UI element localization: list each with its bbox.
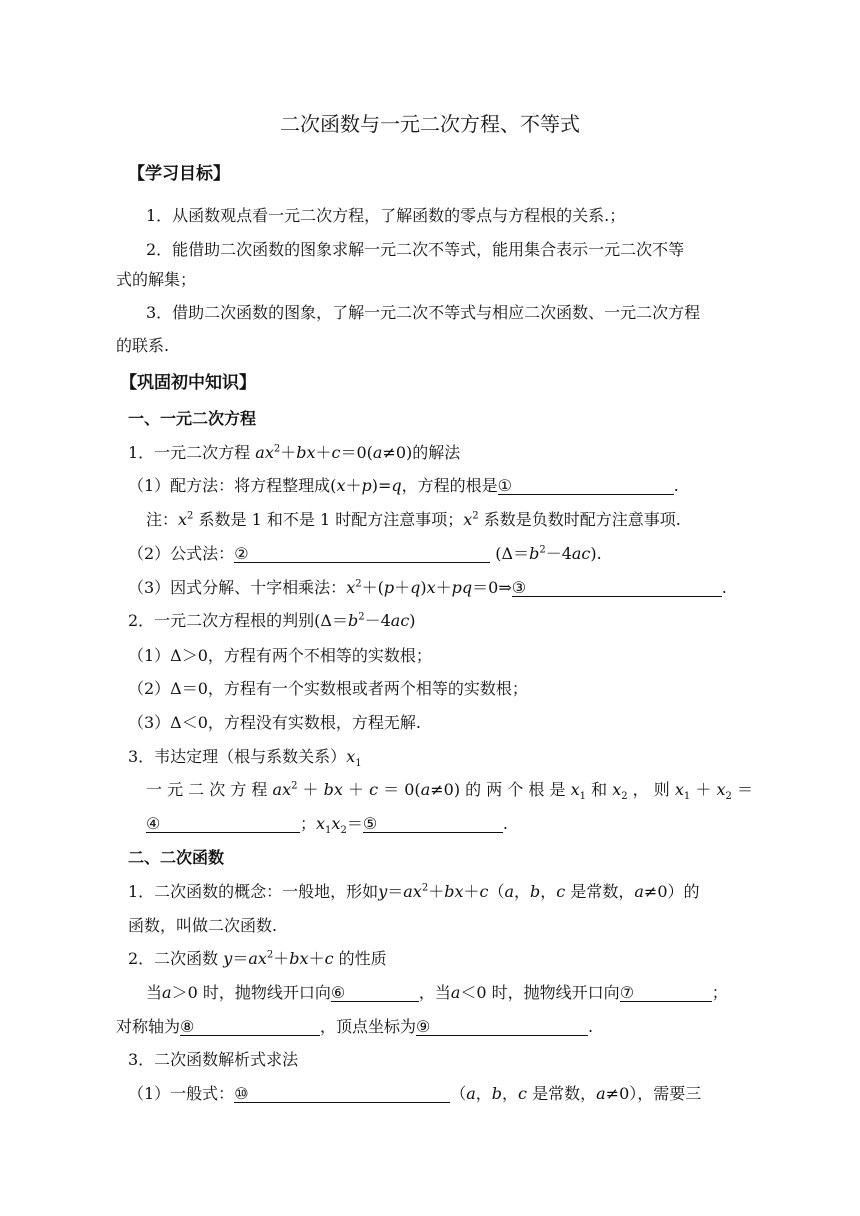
goals-header: 【学习目标】	[128, 164, 230, 184]
axis-b: ，顶点坐标为	[320, 1017, 417, 1036]
blank-3[interactable]: ③	[512, 578, 722, 597]
s2-item3: 3．二次函数解析式求法	[128, 1050, 299, 1069]
general-form: （1）一般式：⑩ （a，b，c 是常数，a≠0），需要三	[128, 1084, 702, 1103]
gen-d: ），需要三	[629, 1084, 702, 1103]
s2-item1-a: 1．二次函数的概念：一般地，形如	[128, 882, 379, 901]
open-a: 当	[146, 983, 163, 1002]
method-1-b: )=	[371, 476, 392, 495]
axis-a: 对称轴为	[116, 1017, 181, 1036]
s1-item1: 1．一元二次方程 $ax^2+bx+c=0(a\ne 0)$的解法	[128, 443, 461, 462]
gen-a: （1）一般式：	[128, 1084, 235, 1103]
s2-item1: 1．二次函数的概念：一般地，形如$y=ax^2+bx+c(a$，b，c 是常数，a≠0）的	[128, 882, 700, 901]
vieta-then: ， 则	[627, 780, 675, 799]
discriminant-3: （3）Δ＜0，方程没有实数根，方程无解.	[128, 713, 422, 732]
section-2-heading: 二、二次函数	[128, 848, 225, 867]
s2-item1-cont: 函数，叫做二次函数.	[128, 916, 278, 935]
blank-4[interactable]: ④	[146, 814, 300, 833]
method-3: （3）因式分解、十字相乘法：$x^2+(p+q)x+pq=0\Rightarrow ③$ .	[128, 578, 727, 597]
method-1-note: 注：$x^2$ 系数是 1 和不是 1 时配方注意事项；$x^2$ 系数是负数时配方注意事项.	[146, 510, 681, 529]
gen-b: （	[450, 1084, 467, 1103]
method-3-label: （3）因式分解、十字相乘法：	[128, 578, 347, 597]
method-2: （2）公式法：② $(\Delta=b^2-4ac)$.	[128, 544, 602, 563]
page-title: 二次函数与一元二次方程、不等式	[280, 112, 580, 136]
vieta-a: 一 元 二 次 方 程	[146, 780, 273, 799]
blank-2[interactable]: ②	[234, 544, 490, 563]
vieta-line-2: ④ ；$x_1x_2=⑤$ .	[146, 814, 508, 837]
s1-item1-text-b: 的解法	[412, 443, 461, 462]
vieta-line-1: 一 元 二 次 方 程 $ax^2$ ＋ bx ＋ c ＝ 0(a≠0) 的 两 个 根 是 $x_1$ 和 $x_2$ ， 则 $x_1 + x_2$ ＝	[146, 780, 753, 803]
blank-5[interactable]: ⑤	[363, 814, 503, 833]
s1-item2-text: 2．一元二次方程根的判别(Δ＝	[128, 611, 348, 630]
goal-1: 1．从函数观点看一元二次方程，了解函数的零点与方程根的关系.；	[146, 206, 626, 225]
opening-line: 当a＞0 时，抛物线开口向⑥ ，当a＜0 时，抛物线开口向⑦ ；	[146, 983, 728, 1002]
s2-item1-b: （	[488, 882, 505, 901]
discriminant-2: （2）Δ＝0，方程有一个实数根或者两个相等的实数根；	[128, 679, 528, 698]
goal-2b: 式的解集；	[116, 270, 197, 289]
note-label: 注：	[146, 510, 179, 529]
s2-item2-a: 2．二次函数	[128, 949, 219, 968]
s1-item1-text: 1．一元二次方程	[128, 443, 256, 462]
vieta-b: 的 两 个 根 是	[460, 780, 571, 799]
vieta-and: 和	[586, 780, 613, 799]
open-b: ＞0 时，抛物线开口向	[171, 983, 331, 1002]
method-1-a: （1）配方法：将方程整理成(	[128, 476, 337, 495]
s2-item1-c: 是常数，	[570, 882, 635, 901]
note-c: 系数是负数时配方注意事项.	[478, 510, 681, 529]
blank-1[interactable]: ①	[498, 476, 674, 495]
s2-item1-d: ）的	[667, 882, 700, 901]
open-d: ＜0 时，抛物线开口向	[460, 983, 620, 1002]
method-1-c: ，方程的根是	[401, 476, 498, 495]
blank-6[interactable]: ⑥	[331, 983, 419, 1002]
note-b: 系数是 1 和不是 1 时配方注意事项；	[193, 510, 464, 529]
s1-item3-text: 3．韦达定理（根与系数关系）	[128, 747, 347, 766]
blank-7[interactable]: ⑦	[620, 983, 712, 1002]
s2-item2-b: 的性质	[333, 949, 387, 968]
method-2-label: （2）公式法：	[128, 544, 235, 563]
section-1-heading: 一、一元二次方程	[128, 409, 257, 428]
gen-c: 是常数，	[532, 1084, 597, 1103]
review-header: 【巩固初中知识】	[120, 373, 256, 393]
blank-8[interactable]: ⑧	[180, 1017, 320, 1036]
method-1: （1）配方法：将方程整理成(x＋p)=q，方程的根是① .	[128, 476, 679, 495]
goal-3a: 3．借助二次函数的图象，了解一元二次不等式与相应二次函数、一元二次方程	[146, 303, 701, 322]
open-c: ，当	[418, 983, 451, 1002]
blank-10[interactable]: ⑩	[234, 1084, 450, 1103]
s2-item2: 2．二次函数 $y=ax^2+bx+c$ 的性质	[128, 949, 387, 968]
axis-line: 对称轴为⑧ ，顶点坐标为⑨ .	[116, 1017, 594, 1036]
goal-2a: 2．能借助二次函数的图象求解一元二次不等式，能用集合表示一元二次不等	[146, 240, 685, 259]
s1-item3: 3．韦达定理（根与系数关系）$x_1$	[128, 747, 362, 770]
s1-item2: 2．一元二次方程根的判别$(\Delta=b^2-4ac)$	[128, 611, 416, 630]
blank-9[interactable]: ⑨	[416, 1017, 588, 1036]
discriminant-1: （1）Δ＞0，方程有两个不相等的实数根；	[128, 646, 432, 665]
goal-3b: 的联系.	[116, 336, 170, 355]
